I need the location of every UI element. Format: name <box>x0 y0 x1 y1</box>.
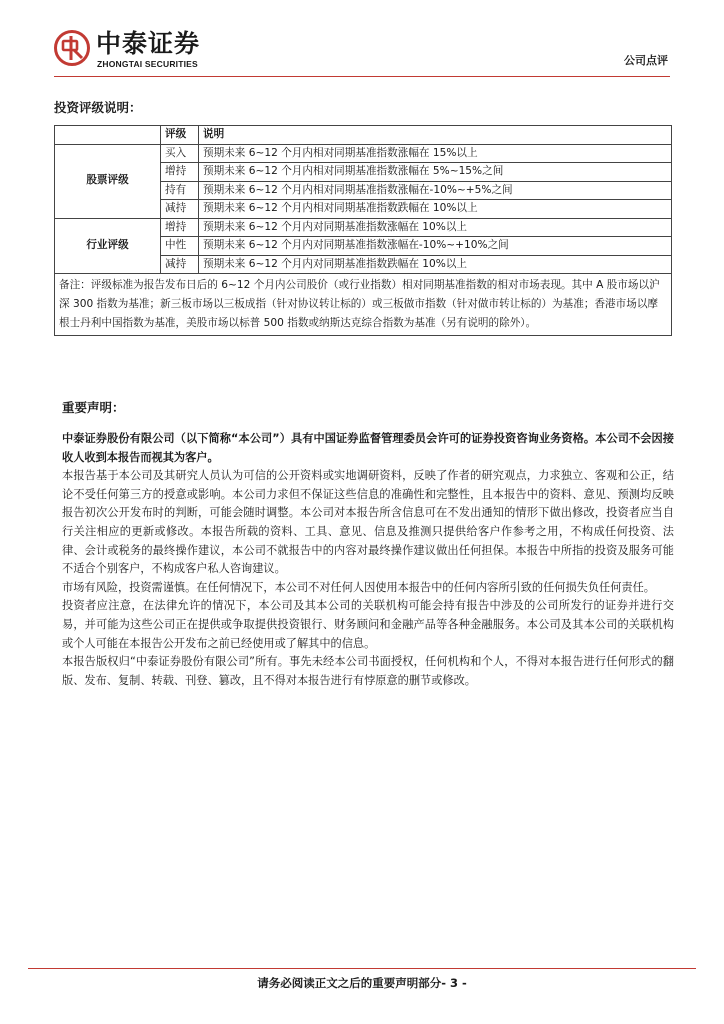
rating-table <box>54 125 672 336</box>
grade-cell: 增持 <box>161 218 199 237</box>
page-footer <box>0 975 724 991</box>
grade-cell: 增持 <box>161 163 199 182</box>
disclaimer-paragraph: 市场有风险，投资需谨慎。在任何情况下，本公司不对任何人因使用本报告中的任何内容所引致的任何损失负任何责任。 <box>62 580 655 594</box>
table-header-empty <box>55 126 161 145</box>
header-divider <box>54 76 670 77</box>
disclaimer-paragraph: 本报告版权归“中泰证券股份有限公司”所有。事先未经本公司书面授权，任何机构和个人，不得对本报告进行任何形式的翻版、发布、复制、转载、刊登、篡改，且不得对本报告进行有悖原意的删节或修改。 <box>62 655 674 687</box>
desc-cell: 预期未来 6~12 个月内相对同期基准指数跌幅在 10%以上 <box>199 200 672 219</box>
table-header-grade: 评级 <box>161 126 199 145</box>
desc-cell: 预期未来 6~12 个月内对同期基准指数涨幅在-10%~+10%之间 <box>199 237 672 256</box>
table-row <box>55 274 672 336</box>
table-header-desc: 说明 <box>199 126 672 145</box>
disclaimer-body <box>62 430 674 690</box>
page-number: - 3 - <box>441 976 467 990</box>
table-header-row <box>55 126 672 145</box>
grade-cell: 持有 <box>161 181 199 200</box>
rating-note: 备注：评级标准为报告发布日后的 6~12 个月内公司股价（或行业指数）相对同期基准指数的相对市场表现。其中 A 股市场以沪深 300 指数为基准；新三板市场以三板成指（针对协议转让标的）或三板做市指数（针对做市转让标的）为基准；香港市场以摩根士丹利中国指数为基准，美股市场以标普 500 指数或纳斯达克综合指数为基准（另有说明的除外）。 <box>55 274 672 336</box>
desc-cell: 预期未来 6~12 个月内对同期基准指数跌幅在 10%以上 <box>199 255 672 274</box>
footer-notice: 请务必阅读正文之后的重要声明部分 <box>257 976 442 990</box>
disclaimer-title: 重要声明： <box>62 400 125 415</box>
rating-section-title: 投资评级说明： <box>54 100 142 115</box>
disclaimer-qualification: 中泰证券股份有限公司（以下简称“本公司”）具有中国证券监督管理委员会许可的证券投资咨询业务资格。本公司不会因接收人收到本报告而视其为客户。 <box>62 432 674 464</box>
desc-cell: 预期未来 6~12 个月内相对同期基准指数涨幅在-10%~+5%之间 <box>199 181 672 200</box>
table-row <box>55 218 672 237</box>
grade-cell: 减持 <box>161 200 199 219</box>
desc-cell: 预期未来 6~12 个月内相对同期基准指数涨幅在 5%~15%之间 <box>199 163 672 182</box>
table-row <box>55 144 672 163</box>
footer-divider <box>28 968 696 969</box>
zhongtai-logo-icon <box>54 30 90 66</box>
grade-cell: 中性 <box>161 237 199 256</box>
document-type-label: 公司点评 <box>624 54 668 67</box>
logo-chinese-name: 中泰证券 <box>96 29 201 58</box>
grade-cell: 买入 <box>161 144 199 163</box>
industry-rating-category: 行业评级 <box>55 218 161 274</box>
desc-cell: 预期未来 6~12 个月内对同期基准指数涨幅在 10%以上 <box>199 218 672 237</box>
disclaimer-paragraph: 本报告基于本公司及其研究人员认为可信的公开资料或实地调研资料，反映了作者的研究观点，力求独立、客观和公正，结论不受任何第三方的授意或影响。本公司力求但不保证这些信息的准确性和完整性，且本报告中的资料、意见、预测均反映报告初次公开发布时的判断，可能会随时调整。本公司对本报告所含信息可在不发出通知的情形下做出修改，投资者应当自行关注相应的更新或修改。本报告所载的资料、工具、意见、信息及推测只提供给客户作参考之用，不构成任何投资、法律、会计或税务的最终操作建议，本公司不就报告中的内容对最终操作建议做出任何担保。本报告中所指的投资及服务可能不适合个别客户，不构成客户私人咨询建议。 <box>62 469 674 576</box>
desc-cell: 预期未来 6~12 个月内相对同期基准指数涨幅在 15%以上 <box>199 144 672 163</box>
logo-english-name: ZHONGTAI SECURITIES <box>97 59 198 69</box>
grade-cell: 减持 <box>161 255 199 274</box>
page-header <box>0 0 724 80</box>
stock-rating-category: 股票评级 <box>55 144 161 218</box>
disclaimer-paragraph: 投资者应注意，在法律允许的情况下，本公司及其本公司的关联机构可能会持有报告中涉及的公司所发行的证券并进行交易，并可能为这些公司正在提供或争取提供投资银行、财务顾问和金融产品等各种金融服务。本公司及其本公司的关联机构或个人可能在本报告公开发布之前已经使用或了解其中的信息。 <box>62 599 674 650</box>
